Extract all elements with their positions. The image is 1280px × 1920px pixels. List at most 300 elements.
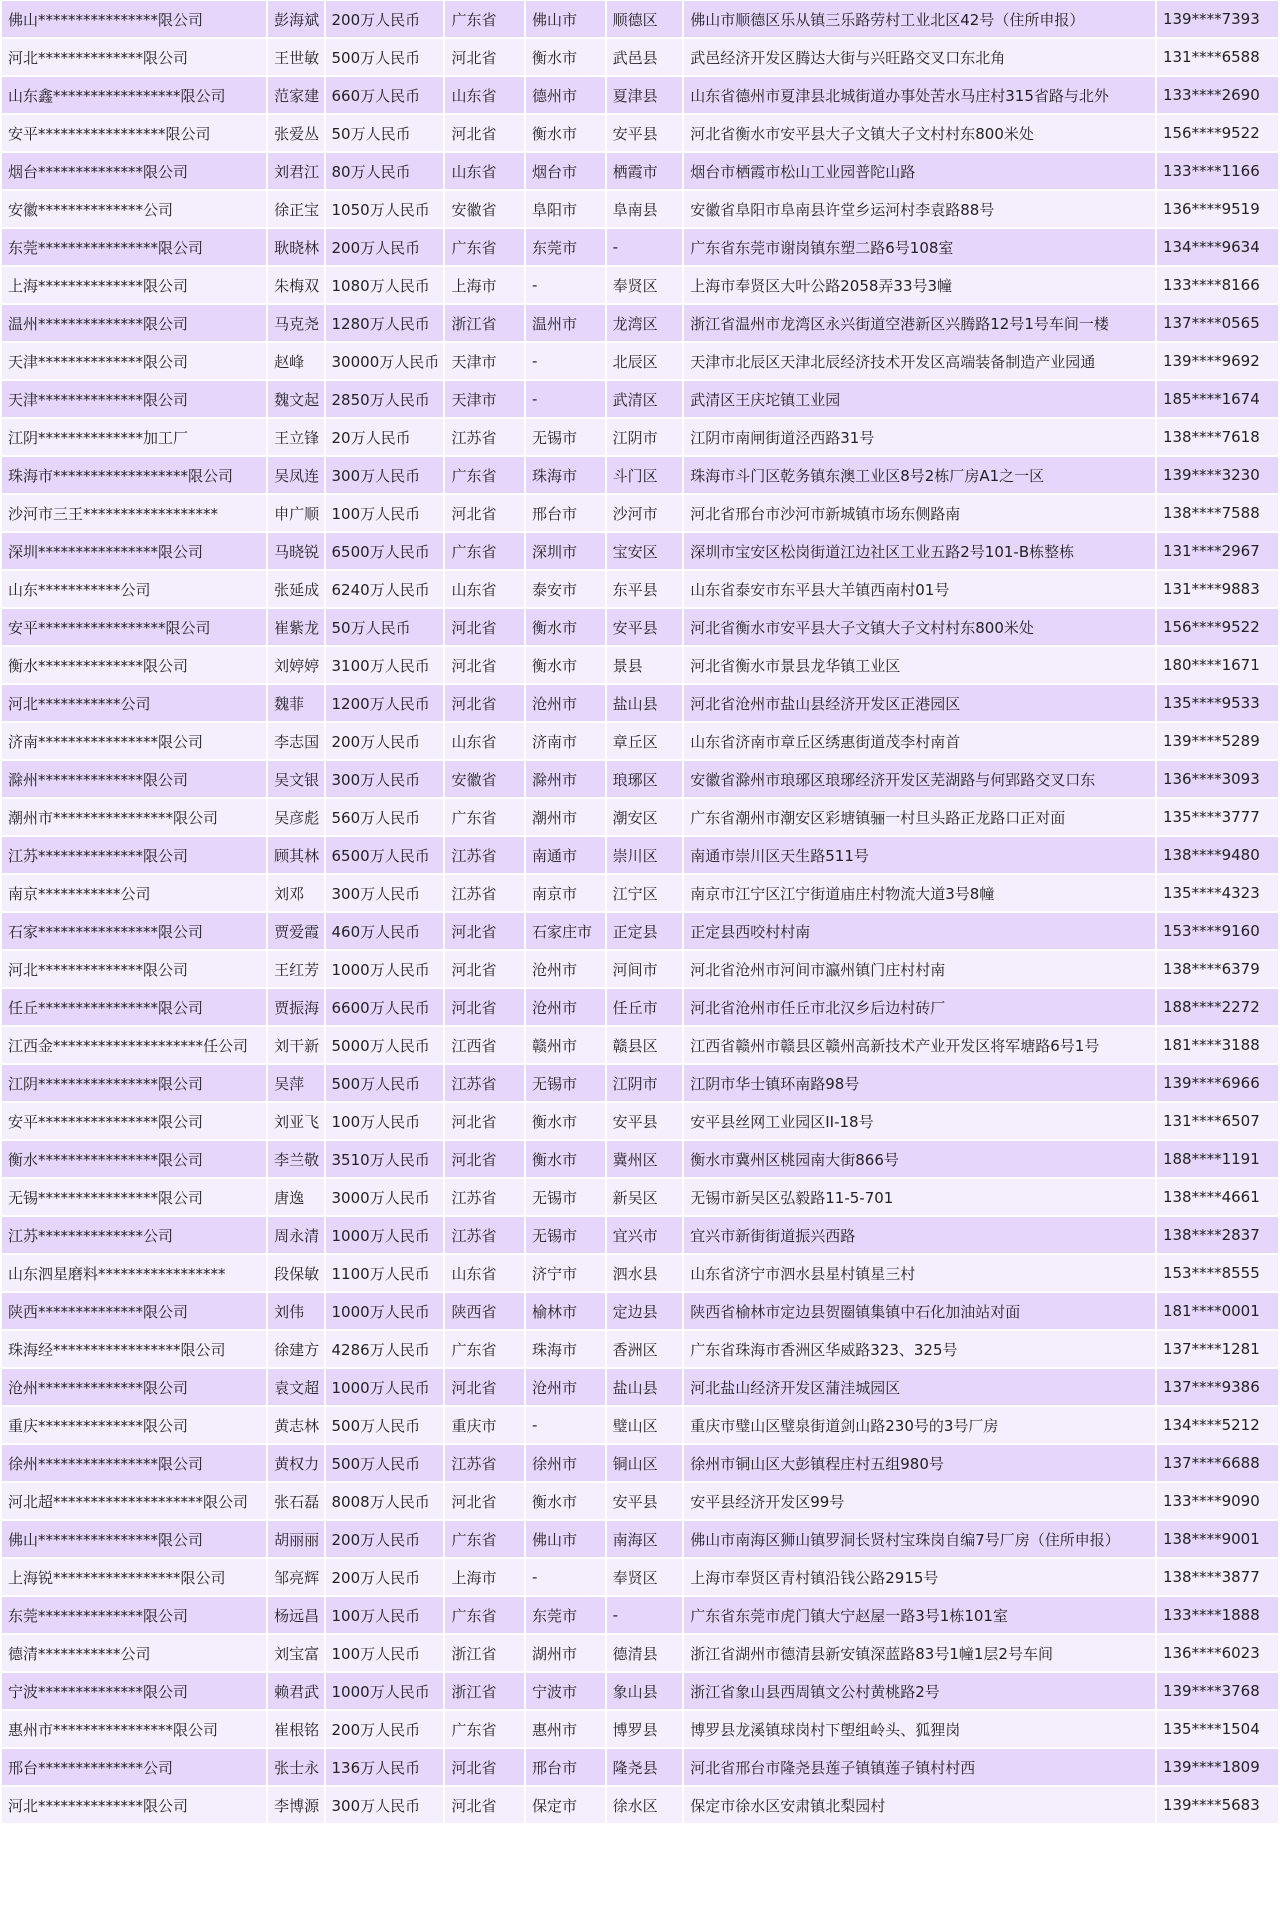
contact-name-cell: 魏文起	[268, 381, 323, 417]
district-cell: 安平县	[607, 1483, 683, 1519]
phone-cell: 181****3188	[1157, 1027, 1278, 1063]
phone-cell: 139****9692	[1157, 343, 1278, 379]
phone-cell: 133****2690	[1157, 77, 1278, 113]
table-row	[2, 381, 1278, 417]
company-name-cell: 南京***********公司	[2, 875, 266, 911]
contact-name-cell: 黄权力	[268, 1445, 323, 1481]
phone-cell: 188****1191	[1157, 1141, 1278, 1177]
province-cell: 天津市	[445, 343, 524, 379]
table-row	[2, 153, 1278, 189]
city-cell: 衡水市	[526, 609, 605, 645]
phone-cell: 136****3093	[1157, 761, 1278, 797]
district-cell: 隆尧县	[607, 1749, 683, 1785]
district-cell: 宜兴市	[607, 1217, 683, 1253]
phone-cell: 131****2967	[1157, 533, 1278, 569]
contact-name-cell: 魏菲	[268, 685, 323, 721]
contact-name-cell: 刘君江	[268, 153, 323, 189]
table-row	[2, 799, 1278, 835]
table-row	[2, 1255, 1278, 1291]
table-row	[2, 305, 1278, 341]
province-cell: 天津市	[445, 381, 524, 417]
phone-cell: 139****3768	[1157, 1673, 1278, 1709]
table-row	[2, 1635, 1278, 1671]
district-cell: 任丘市	[607, 989, 683, 1025]
city-cell: 济宁市	[526, 1255, 605, 1291]
registered-capital-cell: 1100万人民币	[326, 1255, 444, 1291]
contact-name-cell: 张士永	[268, 1749, 323, 1785]
phone-cell: 134****9634	[1157, 229, 1278, 265]
city-cell: 沧州市	[526, 951, 605, 987]
address-cell: 安平县丝网工业园区II-18号	[684, 1103, 1155, 1139]
address-cell: 烟台市栖霞市松山工业园普陀山路	[684, 153, 1155, 189]
contact-name-cell: 李志国	[268, 723, 323, 759]
city-cell: -	[526, 267, 605, 303]
province-cell: 广东省	[445, 799, 524, 835]
address-cell: 河北省衡水市安平县大子文镇大子文村村东800米处	[684, 609, 1155, 645]
table-row	[2, 761, 1278, 797]
company-name-cell: 安徽**************公司	[2, 191, 266, 227]
address-cell: 山东省德州市夏津县北城街道办事处苦水马庄村315省路与北外	[684, 77, 1155, 113]
province-cell: 广东省	[445, 1711, 524, 1747]
company-name-cell: 山东鑫*****************限公司	[2, 77, 266, 113]
contact-name-cell: 唐逸	[268, 1179, 323, 1215]
registered-capital-cell: 300万人民币	[326, 875, 444, 911]
phone-cell: 131****9883	[1157, 571, 1278, 607]
table-row	[2, 115, 1278, 151]
district-cell: 赣县区	[607, 1027, 683, 1063]
phone-cell: 181****0001	[1157, 1293, 1278, 1329]
city-cell: -	[526, 343, 605, 379]
company-name-cell: 山东***********公司	[2, 571, 266, 607]
company-name-cell: 安平****************限公司	[2, 1103, 266, 1139]
contact-name-cell: 段保敏	[268, 1255, 323, 1291]
district-cell: 泗水县	[607, 1255, 683, 1291]
city-cell: 邢台市	[526, 495, 605, 531]
registered-capital-cell: 200万人民币	[326, 1559, 444, 1595]
address-cell: 广东省珠海市香洲区华威路323、325号	[684, 1331, 1155, 1367]
table-row	[2, 571, 1278, 607]
contact-name-cell: 马克尧	[268, 305, 323, 341]
province-cell: 广东省	[445, 1597, 524, 1633]
city-cell: 珠海市	[526, 457, 605, 493]
address-cell: 徐州市铜山区大彭镇程庄村五组980号	[684, 1445, 1155, 1481]
district-cell: 璧山区	[607, 1407, 683, 1443]
company-name-cell: 东莞**************限公司	[2, 1597, 266, 1633]
registered-capital-cell: 3000万人民币	[326, 1179, 444, 1215]
company-name-cell: 河北**************限公司	[2, 39, 266, 75]
phone-cell: 139****6966	[1157, 1065, 1278, 1101]
province-cell: 浙江省	[445, 1673, 524, 1709]
phone-cell: 133****9090	[1157, 1483, 1278, 1519]
province-cell: 河北省	[445, 951, 524, 987]
contact-name-cell: 朱梅双	[268, 267, 323, 303]
registered-capital-cell: 1000万人民币	[326, 1293, 444, 1329]
district-cell: 徐水区	[607, 1787, 683, 1823]
phone-cell: 138****4661	[1157, 1179, 1278, 1215]
table-row	[2, 913, 1278, 949]
table-row	[2, 343, 1278, 379]
phone-cell: 135****4323	[1157, 875, 1278, 911]
district-cell: 正定县	[607, 913, 683, 949]
district-cell: 夏津县	[607, 77, 683, 113]
address-cell: 宜兴市新街街道振兴西路	[684, 1217, 1155, 1253]
province-cell: 广东省	[445, 1521, 524, 1557]
province-cell: 重庆市	[445, 1407, 524, 1443]
city-cell: 榆林市	[526, 1293, 605, 1329]
address-cell: 无锡市新吴区弘毅路11-5-701	[684, 1179, 1155, 1215]
province-cell: 安徽省	[445, 191, 524, 227]
address-cell: 河北省邢台市隆尧县莲子镇镇莲子镇村村西	[684, 1749, 1155, 1785]
company-name-cell: 上海锐*****************限公司	[2, 1559, 266, 1595]
table-row	[2, 1407, 1278, 1443]
province-cell: 河北省	[445, 1369, 524, 1405]
table-row	[2, 723, 1278, 759]
phone-cell: 131****6588	[1157, 39, 1278, 75]
address-cell: 安徽省阜阳市阜南县许堂乡运河村李袁路88号	[684, 191, 1155, 227]
phone-cell: 139****7393	[1157, 1, 1278, 37]
address-cell: 佛山市南海区狮山镇罗洞长贤村宝珠岗自编7号厂房（住所申报）	[684, 1521, 1155, 1557]
district-cell: 新吴区	[607, 1179, 683, 1215]
table-row	[2, 1293, 1278, 1329]
contact-name-cell: 王世敏	[268, 39, 323, 75]
phone-cell: 139****3230	[1157, 457, 1278, 493]
company-name-cell: 江苏**************公司	[2, 1217, 266, 1253]
city-cell: 赣州市	[526, 1027, 605, 1063]
district-cell: 景县	[607, 647, 683, 683]
company-name-cell: 安平*****************限公司	[2, 609, 266, 645]
company-name-cell: 宁波**************限公司	[2, 1673, 266, 1709]
province-cell: 山东省	[445, 1255, 524, 1291]
province-cell: 广东省	[445, 1, 524, 37]
table-row	[2, 1483, 1278, 1519]
registered-capital-cell: 1050万人民币	[326, 191, 444, 227]
registered-capital-cell: 460万人民币	[326, 913, 444, 949]
table-row	[2, 1331, 1278, 1367]
contact-name-cell: 刘伟	[268, 1293, 323, 1329]
province-cell: 河北省	[445, 913, 524, 949]
contact-name-cell: 赵峰	[268, 343, 323, 379]
contact-name-cell: 胡丽丽	[268, 1521, 323, 1557]
city-cell: 泰安市	[526, 571, 605, 607]
phone-cell: 139****5683	[1157, 1787, 1278, 1823]
contact-name-cell: 耿晓林	[268, 229, 323, 265]
phone-cell: 133****1166	[1157, 153, 1278, 189]
address-cell: 佛山市顺德区乐从镇三乐路劳村工业北区42号（住所申报）	[684, 1, 1155, 37]
registered-capital-cell: 1000万人民币	[326, 1673, 444, 1709]
address-cell: 天津市北辰区天津北辰经济技术开发区高端装备制造产业园通	[684, 343, 1155, 379]
table-row	[2, 533, 1278, 569]
company-name-cell: 惠州市****************限公司	[2, 1711, 266, 1747]
table-row	[2, 1749, 1278, 1785]
registered-capital-cell: 30000万人民币	[326, 343, 444, 379]
province-cell: 河北省	[445, 115, 524, 151]
registered-capital-cell: 1280万人民币	[326, 305, 444, 341]
city-cell: 衡水市	[526, 1483, 605, 1519]
registered-capital-cell: 560万人民币	[326, 799, 444, 835]
district-cell: 章丘区	[607, 723, 683, 759]
phone-cell: 135****1504	[1157, 1711, 1278, 1747]
city-cell: 沧州市	[526, 989, 605, 1025]
registered-capital-cell: 1000万人民币	[326, 1369, 444, 1405]
district-cell: 顺德区	[607, 1, 683, 37]
district-cell: 象山县	[607, 1673, 683, 1709]
city-cell: 济南市	[526, 723, 605, 759]
city-cell: 佛山市	[526, 1521, 605, 1557]
city-cell: -	[526, 381, 605, 417]
company-name-cell: 山东泗星磨料*****************	[2, 1255, 266, 1291]
address-cell: 正定县西咬村村南	[684, 913, 1155, 949]
contact-name-cell: 吴萍	[268, 1065, 323, 1101]
phone-cell: 139****1809	[1157, 1749, 1278, 1785]
table-row	[2, 1559, 1278, 1595]
address-cell: 河北省衡水市安平县大子文镇大子文村村东800米处	[684, 115, 1155, 151]
address-cell: 河北盐山经济开发区蒲洼城园区	[684, 1369, 1155, 1405]
district-cell: 琅琊区	[607, 761, 683, 797]
province-cell: 浙江省	[445, 305, 524, 341]
phone-cell: 136****9519	[1157, 191, 1278, 227]
contact-name-cell: 吴文银	[268, 761, 323, 797]
registered-capital-cell: 1000万人民币	[326, 1217, 444, 1253]
province-cell: 广东省	[445, 1331, 524, 1367]
registered-capital-cell: 80万人民币	[326, 153, 444, 189]
province-cell: 上海市	[445, 1559, 524, 1595]
contact-name-cell: 范家建	[268, 77, 323, 113]
registered-capital-cell: 500万人民币	[326, 1065, 444, 1101]
district-cell: 宝安区	[607, 533, 683, 569]
contact-name-cell: 李博源	[268, 1787, 323, 1823]
address-cell: 山东省济南市章丘区绣惠街道茂李村南首	[684, 723, 1155, 759]
company-name-cell: 邢台**************公司	[2, 1749, 266, 1785]
registered-capital-cell: 300万人民币	[326, 457, 444, 493]
contact-name-cell: 王立锋	[268, 419, 323, 455]
province-cell: 河北省	[445, 685, 524, 721]
phone-cell: 131****6507	[1157, 1103, 1278, 1139]
phone-cell: 135****3777	[1157, 799, 1278, 835]
address-cell: 河北省沧州市任丘市北汉乡后边村砖厂	[684, 989, 1155, 1025]
table-row	[2, 647, 1278, 683]
table-row	[2, 1, 1278, 37]
province-cell: 河北省	[445, 989, 524, 1025]
table-row	[2, 685, 1278, 721]
province-cell: 江苏省	[445, 1065, 524, 1101]
city-cell: -	[526, 1407, 605, 1443]
city-cell: 南通市	[526, 837, 605, 873]
registered-capital-cell: 300万人民币	[326, 761, 444, 797]
company-name-cell: 河北**************限公司	[2, 1787, 266, 1823]
table-row	[2, 1445, 1278, 1481]
address-cell: 保定市徐水区安肃镇北梨园村	[684, 1787, 1155, 1823]
city-cell: 佛山市	[526, 1, 605, 37]
district-cell: 河间市	[607, 951, 683, 987]
contact-name-cell: 周永清	[268, 1217, 323, 1253]
address-cell: 山东省泰安市东平县大羊镇西南村01号	[684, 571, 1155, 607]
company-name-cell: 江西金********************任公司	[2, 1027, 266, 1063]
phone-cell: 138****6379	[1157, 951, 1278, 987]
phone-cell: 137****0565	[1157, 305, 1278, 341]
district-cell: 香洲区	[607, 1331, 683, 1367]
table-row	[2, 1369, 1278, 1405]
registered-capital-cell: 200万人民币	[326, 723, 444, 759]
table-row	[2, 419, 1278, 455]
city-cell: 东莞市	[526, 229, 605, 265]
city-cell: 珠海市	[526, 1331, 605, 1367]
city-cell: 沧州市	[526, 685, 605, 721]
contact-name-cell: 刘婷婷	[268, 647, 323, 683]
district-cell: 江阴市	[607, 1065, 683, 1101]
district-cell: 龙湾区	[607, 305, 683, 341]
address-cell: 深圳市宝安区松岗街道江边社区工业五路2号101-B栋整栋	[684, 533, 1155, 569]
company-name-cell: 河北***********公司	[2, 685, 266, 721]
city-cell: 石家庄市	[526, 913, 605, 949]
registered-capital-cell: 8008万人民币	[326, 1483, 444, 1519]
company-name-cell: 德清***********公司	[2, 1635, 266, 1671]
table-row	[2, 837, 1278, 873]
registered-capital-cell: 50万人民币	[326, 609, 444, 645]
city-cell: 德州市	[526, 77, 605, 113]
city-cell: 东莞市	[526, 1597, 605, 1633]
province-cell: 安徽省	[445, 761, 524, 797]
contact-name-cell: 李兰敬	[268, 1141, 323, 1177]
province-cell: 河北省	[445, 1787, 524, 1823]
table-row	[2, 1217, 1278, 1253]
address-cell: 南通市崇川区天生路511号	[684, 837, 1155, 873]
province-cell: 江西省	[445, 1027, 524, 1063]
registered-capital-cell: 500万人民币	[326, 1407, 444, 1443]
company-name-cell: 任丘****************限公司	[2, 989, 266, 1025]
table-row	[2, 39, 1278, 75]
address-cell: 安平县经济开发区99号	[684, 1483, 1155, 1519]
address-cell: 广东省东莞市虎门镇大宁赵屋一路3号1栋101室	[684, 1597, 1155, 1633]
district-cell: 盐山县	[607, 1369, 683, 1405]
contact-name-cell: 刘干新	[268, 1027, 323, 1063]
city-cell: 烟台市	[526, 153, 605, 189]
company-name-cell: 沧州**************限公司	[2, 1369, 266, 1405]
district-cell: 东平县	[607, 571, 683, 607]
province-cell: 河北省	[445, 647, 524, 683]
table-row	[2, 1027, 1278, 1063]
address-cell: 武清区王庆坨镇工业园	[684, 381, 1155, 417]
table-row	[2, 1711, 1278, 1747]
table-row	[2, 1597, 1278, 1633]
registered-capital-cell: 6240万人民币	[326, 571, 444, 607]
company-name-cell: 衡水****************限公司	[2, 1141, 266, 1177]
registered-capital-cell: 1200万人民币	[326, 685, 444, 721]
province-cell: 河北省	[445, 39, 524, 75]
company-name-cell: 深圳****************限公司	[2, 533, 266, 569]
registered-capital-cell: 1080万人民币	[326, 267, 444, 303]
registered-capital-cell: 200万人民币	[326, 229, 444, 265]
registered-capital-cell: 20万人民币	[326, 419, 444, 455]
contact-name-cell: 崔紫龙	[268, 609, 323, 645]
province-cell: 江苏省	[445, 1217, 524, 1253]
company-name-cell: 珠海经*****************限公司	[2, 1331, 266, 1367]
registered-capital-cell: 5000万人民币	[326, 1027, 444, 1063]
province-cell: 江苏省	[445, 1179, 524, 1215]
district-cell: 奉贤区	[607, 267, 683, 303]
company-name-cell: 佛山****************限公司	[2, 1521, 266, 1557]
address-cell: 江阴市华士镇环南路98号	[684, 1065, 1155, 1101]
table-row	[2, 495, 1278, 531]
province-cell: 河北省	[445, 1483, 524, 1519]
city-cell: 保定市	[526, 1787, 605, 1823]
phone-cell: 136****6023	[1157, 1635, 1278, 1671]
city-cell: 惠州市	[526, 1711, 605, 1747]
company-name-cell: 珠海市******************限公司	[2, 457, 266, 493]
district-cell: 安平县	[607, 1103, 683, 1139]
address-cell: 河北省沧州市河间市瀛州镇门庄村村南	[684, 951, 1155, 987]
contact-name-cell: 彭海斌	[268, 1, 323, 37]
address-cell: 南京市江宁区江宁街道庙庄村物流大道3号8幢	[684, 875, 1155, 911]
district-cell: 安平县	[607, 609, 683, 645]
registered-capital-cell: 2850万人民币	[326, 381, 444, 417]
city-cell: 衡水市	[526, 39, 605, 75]
province-cell: 广东省	[445, 457, 524, 493]
phone-cell: 185****1674	[1157, 381, 1278, 417]
address-cell: 江阴市南闸街道泾西路31号	[684, 419, 1155, 455]
province-cell: 河北省	[445, 609, 524, 645]
company-name-cell: 上海**************限公司	[2, 267, 266, 303]
address-cell: 山东省济宁市泗水县星村镇星三村	[684, 1255, 1155, 1291]
company-name-cell: 东莞****************限公司	[2, 229, 266, 265]
province-cell: 山东省	[445, 153, 524, 189]
province-cell: 陕西省	[445, 1293, 524, 1329]
city-cell: 宁波市	[526, 1673, 605, 1709]
address-cell: 浙江省象山县西周镇文公村黄桃路2号	[684, 1673, 1155, 1709]
address-cell: 上海市奉贤区青村镇沿钱公路2915号	[684, 1559, 1155, 1595]
address-cell: 河北省衡水市景县龙华镇工业区	[684, 647, 1155, 683]
contact-name-cell: 张爱丛	[268, 115, 323, 151]
registered-capital-cell: 200万人民币	[326, 1, 444, 37]
province-cell: 江苏省	[445, 419, 524, 455]
registered-capital-cell: 3100万人民币	[326, 647, 444, 683]
district-cell: 盐山县	[607, 685, 683, 721]
district-cell: 武清区	[607, 381, 683, 417]
contact-name-cell: 崔根铭	[268, 1711, 323, 1747]
company-name-cell: 潮州市****************限公司	[2, 799, 266, 835]
district-cell: 阜南县	[607, 191, 683, 227]
phone-cell: 138****2837	[1157, 1217, 1278, 1253]
district-cell: 江阴市	[607, 419, 683, 455]
contact-name-cell: 顾其林	[268, 837, 323, 873]
city-cell: 滁州市	[526, 761, 605, 797]
city-cell: 湖州市	[526, 1635, 605, 1671]
district-cell: 崇川区	[607, 837, 683, 873]
city-cell: 温州市	[526, 305, 605, 341]
district-cell: 潮安区	[607, 799, 683, 835]
company-name-cell: 天津**************限公司	[2, 343, 266, 379]
table-row	[2, 267, 1278, 303]
address-cell: 珠海市斗门区乾务镇东澳工业区8号2栋厂房A1之一区	[684, 457, 1155, 493]
contact-name-cell: 袁文超	[268, 1369, 323, 1405]
company-name-cell: 沙河市三王******************	[2, 495, 266, 531]
district-cell: 安平县	[607, 115, 683, 151]
city-cell: 衡水市	[526, 1141, 605, 1177]
city-cell: 无锡市	[526, 419, 605, 455]
table-row	[2, 229, 1278, 265]
phone-cell: 138****3877	[1157, 1559, 1278, 1595]
district-cell: 斗门区	[607, 457, 683, 493]
table-row	[2, 1103, 1278, 1139]
company-name-cell: 江阴****************限公司	[2, 1065, 266, 1101]
district-cell: -	[607, 1597, 683, 1633]
registered-capital-cell: 660万人民币	[326, 77, 444, 113]
address-cell: 武邑经济开发区腾达大街与兴旺路交叉口东北角	[684, 39, 1155, 75]
company-name-cell: 石家****************限公司	[2, 913, 266, 949]
registered-capital-cell: 100万人民币	[326, 1635, 444, 1671]
city-cell: 南京市	[526, 875, 605, 911]
province-cell: 山东省	[445, 723, 524, 759]
city-cell: 阜阳市	[526, 191, 605, 227]
